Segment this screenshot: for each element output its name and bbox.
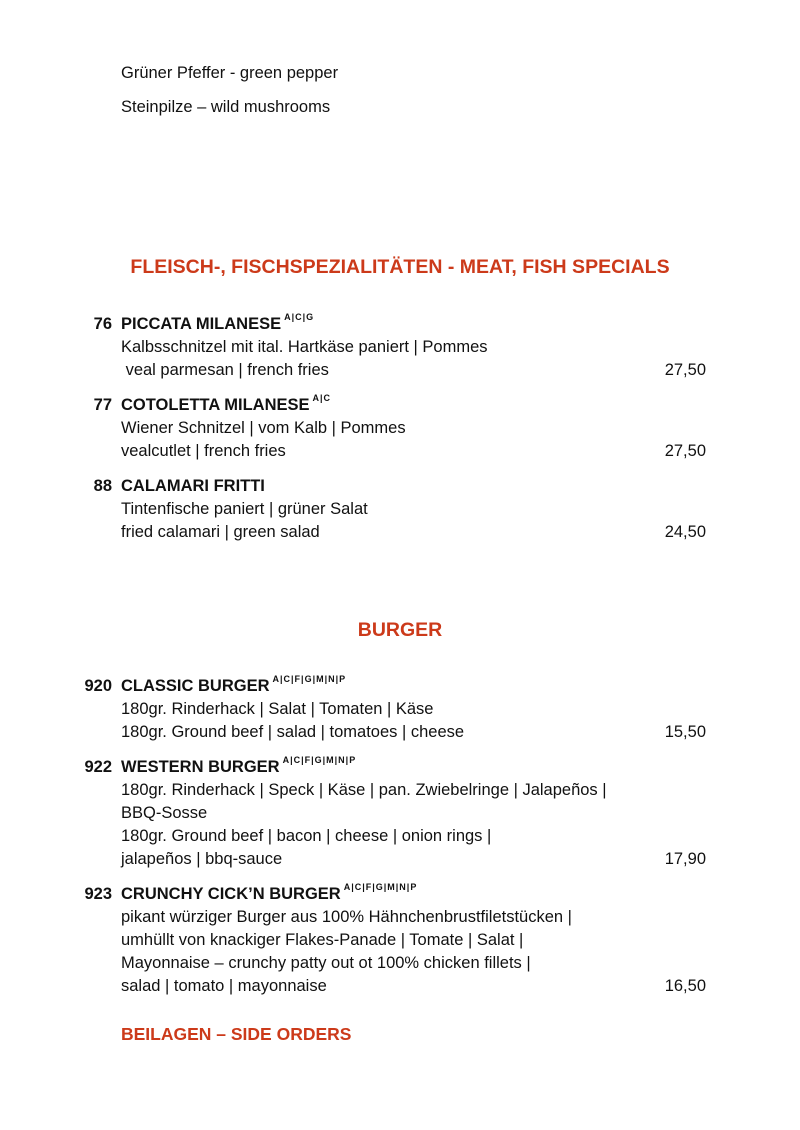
item-name: CALAMARI FRITTI — [121, 477, 265, 495]
item-price: 15,50 — [664, 723, 706, 741]
section-title-meat-fish: FLEISCH-, FISCHSPEZIALITÄTEN - MEAT, FISH SPECIALS — [130, 256, 670, 278]
item-description: Mayonnaise – crunchy patty out ot 100% chicken fillets | — [121, 954, 531, 972]
item-price: 16,50 — [664, 977, 706, 995]
section-title-side-orders: BEILAGEN – SIDE ORDERS — [121, 1024, 352, 1044]
item-name: COTOLETTA MILANESE $^{A|C}$ — [121, 393, 332, 414]
item-description: 180gr. Rinderhack | Salat | Tomaten | Käse — [121, 700, 434, 718]
item-price: 24,50 — [664, 523, 706, 541]
section-title-burger: BURGER — [357, 619, 443, 641]
allergen-codes: A|C|F|G|M|N|P — [282, 755, 357, 765]
item-description: Wiener Schnitzel | vom Kalb | Pommes — [121, 419, 406, 437]
item-description: Tintenfische paniert | grüner Salat — [121, 500, 368, 518]
item-number: 76 — [93, 315, 112, 333]
allergen-codes: A|C|F|G|M|N|P — [343, 882, 418, 892]
item-description: 180gr. Rinderhack | Speck | Käse | pan. Zwiebelringe | Jalapeños | — [121, 781, 607, 799]
item-description: pikant würziger Burger aus 100% Hähnchenbrustfiletstücken | — [121, 908, 572, 926]
item-description: jalapeños | bbq-sauce — [121, 850, 283, 868]
item-number: 88 — [93, 477, 112, 495]
allergen-codes: A|C|F|G|M|N|P — [272, 674, 347, 684]
item-description: 180gr. Ground beef | bacon | cheese | onion rings | — [121, 827, 492, 845]
item-description: fried calamari | green salad — [121, 523, 320, 541]
item-name: CLASSIC BURGER $^{A|C|F|G|M|N|P}$ — [121, 674, 347, 695]
item-number: 920 — [84, 677, 112, 695]
item-number: 923 — [84, 885, 112, 903]
item-number: 77 — [93, 396, 112, 414]
allergen-codes: A|C|G — [284, 312, 315, 322]
item-price: 27,50 — [664, 442, 706, 460]
item-name: PICCATA MILANESE $^{A|C|G}$ — [121, 312, 315, 333]
item-name: CRUNCHY CICK’N BURGER $^{A|C|F|G|M|N|P}$ — [121, 882, 418, 903]
item-name: WESTERN BURGER $^{A|C|F|G|M|N|P}$ — [121, 755, 357, 776]
item-price: 17,90 — [664, 850, 706, 868]
item-description: veal parmesan | french fries — [121, 361, 329, 379]
item-description: salad | tomato | mayonnaise — [121, 977, 327, 995]
item-description: 180gr. Ground beef | salad | tomatoes | cheese — [121, 723, 465, 741]
item-description: umhüllt von knackiger Flakes-Panade | Tomate | Salat | — [121, 931, 524, 949]
item-number: 922 — [84, 758, 112, 776]
item-description: vealcutlet | french fries — [121, 442, 286, 460]
item-price: 27,50 — [664, 361, 706, 379]
allergen-codes: A|C — [312, 393, 332, 403]
item-description: BBQ-Sosse — [121, 804, 208, 822]
item-description: Kalbsschnitzel mit ital. Hartkäse paniert | Pommes — [121, 338, 488, 356]
sauce-option: Grüner Pfeffer - green pepper — [121, 64, 339, 82]
sauce-option: Steinpilze – wild mushrooms — [121, 98, 331, 116]
